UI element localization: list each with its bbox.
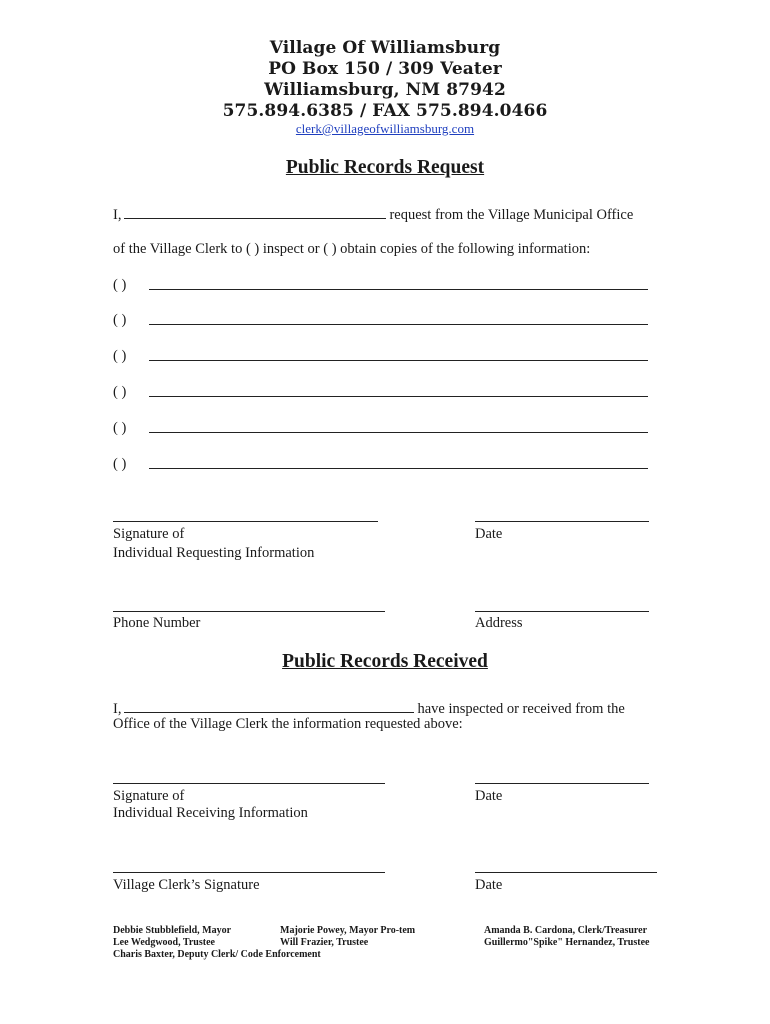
received-date-label: Date — [475, 788, 503, 804]
request-date-label: Date — [475, 526, 503, 542]
request-line-2: of the Village Clerk to ( ) inspect or ( ) obtain copies of the following information: — [113, 241, 591, 257]
request-prefix: I, — [113, 207, 122, 223]
receiver-signature-label-2: Individual Receiving Information — [113, 805, 308, 821]
header-phone-fax: 575.894.6385 / FAX 575.894.0466 — [222, 101, 548, 121]
received-title: Public Records Received — [282, 651, 488, 672]
item-checkbox-2[interactable]: ( ) — [113, 312, 127, 328]
clerk-signature-label: Village Clerk’s Signature — [113, 877, 260, 893]
item-line-1[interactable] — [149, 289, 648, 290]
address-label: Address — [475, 615, 523, 631]
footer-col-3 — [484, 925, 649, 949]
header-org: Village Of Williamsburg — [269, 38, 501, 58]
item-line-6[interactable] — [149, 468, 648, 469]
item-checkbox-3[interactable]: ( ) — [113, 348, 127, 364]
footer-official: Debbie Stubblefield, Mayor — [113, 925, 232, 936]
requester-signature-line[interactable] — [113, 521, 378, 522]
requester-signature-label-1: Signature of — [113, 526, 185, 542]
clerk-date-label: Date — [475, 877, 503, 893]
item-checkbox-1[interactable]: ( ) — [113, 277, 127, 293]
clerk-signature-line[interactable] — [113, 872, 385, 873]
item-line-5[interactable] — [149, 432, 648, 433]
received-prefix: I, — [113, 701, 122, 717]
received-line1-suffix: have inspected or received from the — [417, 701, 625, 717]
header-po-box: PO Box 150 / 309 Veater — [268, 59, 502, 79]
clerk-date-line[interactable] — [475, 872, 657, 873]
item-checkbox-5[interactable]: ( ) — [113, 420, 127, 436]
item-line-3[interactable] — [149, 360, 648, 361]
request-date-line[interactable] — [475, 521, 649, 522]
requester-name-field[interactable] — [124, 204, 386, 219]
header-email-link[interactable]: clerk@villageofwilliamsburg.com — [295, 121, 475, 136]
received-line-2: Office of the Village Clerk the information requested above: — [113, 716, 463, 732]
footer-official: Majorie Powey, Mayor Pro-tem — [280, 925, 416, 936]
footer-col-2 — [280, 925, 415, 949]
phone-number-line[interactable] — [113, 611, 385, 612]
request-title: Public Records Request — [285, 157, 485, 178]
address-line[interactable] — [475, 611, 649, 612]
received-date-line[interactable] — [475, 783, 649, 784]
item-line-4[interactable] — [149, 396, 648, 397]
footer-official: Amanda B. Cardona, Clerk/Treasurer — [484, 925, 648, 936]
receiver-name-field[interactable] — [124, 698, 414, 713]
footer-official: Charis Baxter, Deputy Clerk/ Code Enforcement — [113, 949, 321, 960]
item-checkbox-4[interactable]: ( ) — [113, 384, 127, 400]
requester-signature-label-2: Individual Requesting Information — [113, 545, 315, 561]
footer-official: Guillermo"Spike" Hernandez, Trustee — [484, 937, 650, 948]
receiver-signature-line[interactable] — [113, 783, 385, 784]
item-checkbox-6[interactable]: ( ) — [113, 456, 127, 472]
request-line-1 — [113, 204, 633, 224]
request-line1-suffix: request from the Village Municipal Office — [389, 207, 634, 223]
footer-official: Lee Wedgwood, Trustee — [113, 937, 215, 948]
phone-number-label: Phone Number — [113, 615, 201, 631]
footer-official: Will Frazier, Trustee — [280, 937, 369, 948]
item-line-2[interactable] — [149, 324, 648, 325]
receiver-signature-label-1: Signature of — [113, 788, 185, 804]
header-city: Williamsburg, NM 87942 — [264, 80, 506, 100]
